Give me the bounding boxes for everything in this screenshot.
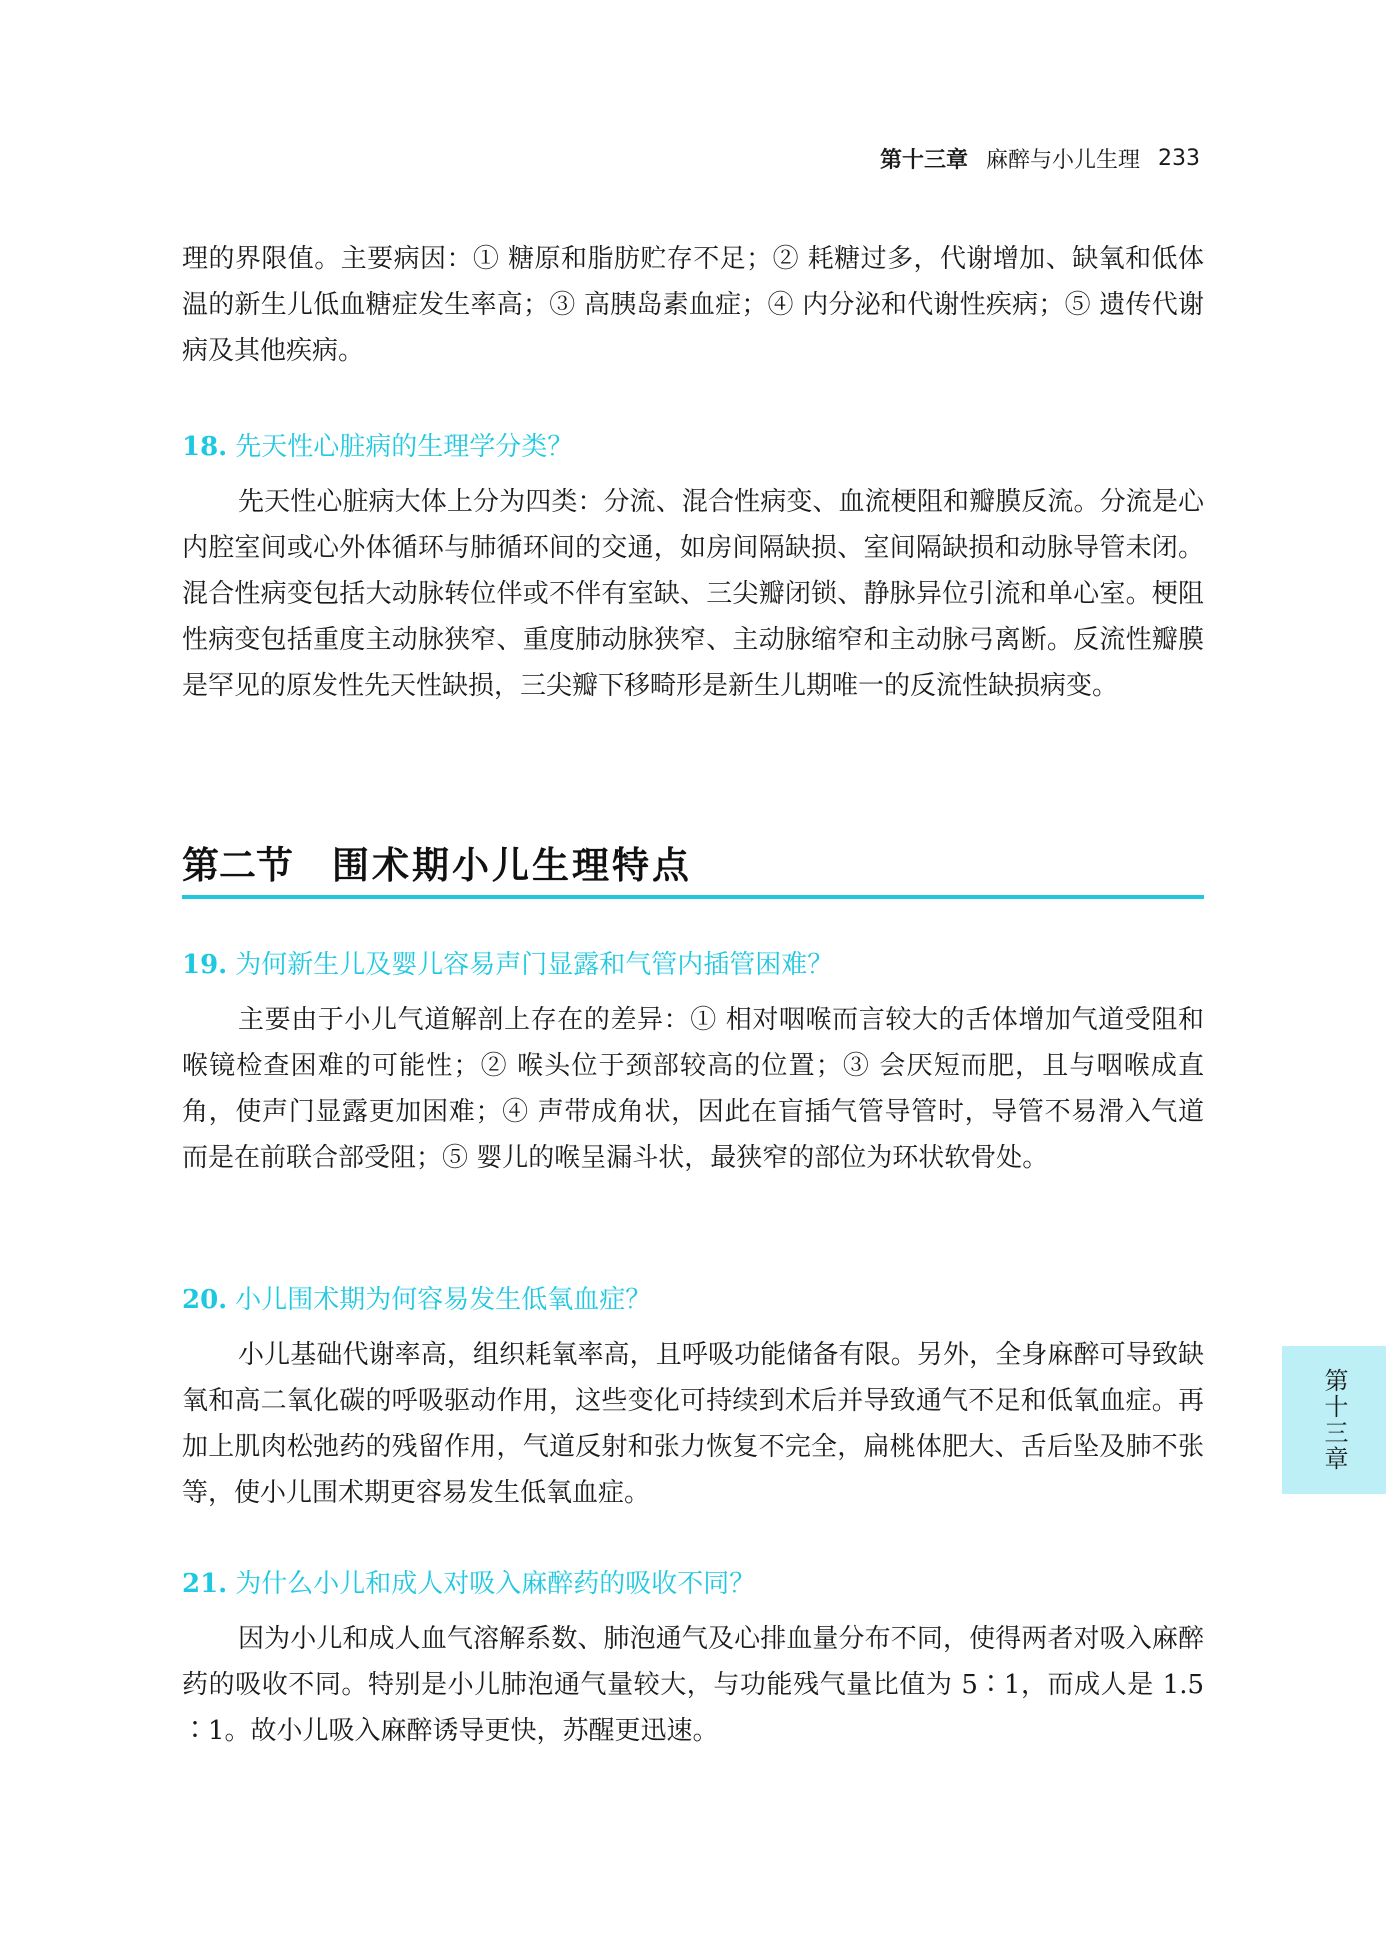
section-name: 围术期小儿生理特点 <box>332 844 692 887</box>
question-heading <box>182 427 1204 467</box>
answer-paragraph: 小儿基础代谢率高，组织耗氧率高，且呼吸功能储备有限。另外，全身麻醉可导致缺氧和高二氧化碳的呼吸驱动作用，这些变化可持续到术后并导致通气不足和低氧血症。再加上肌肉松弛药的残留作用，气道反射和张力恢复不完全，扁桃体肥大、舌后坠及肺不张等，使小儿围术期更容易发生低氧血症。 <box>182 1340 1204 1508</box>
question-21 <box>182 1564 1204 1754</box>
question-number: 20. <box>182 1285 228 1315</box>
question-number: 19. <box>182 950 228 980</box>
running-head-chapter: 第十三章 <box>879 147 968 173</box>
running-head <box>820 140 1200 176</box>
running-head-topic: 麻醉与小儿生理 <box>985 147 1140 173</box>
question-19 <box>182 945 1204 1181</box>
chapter-side-tab <box>1282 1346 1386 1494</box>
question-title: 为何新生儿及婴儿容易声门显露和气管内插管困难？ <box>235 950 834 980</box>
answer-paragraph: 先天性心脏病大体上分为四类：分流、混合性病变、血流梗阻和瓣膜反流。分流是心内腔室间或心外体循环与肺循环间的交通，如房间隔缺损、室间隔缺损和动脉导管未闭。混合性病变包括大动脉转位伴或不伴有室缺、三尖瓣闭锁、静脉异位引流和单心室。梗阻性病变包括重度主动脉狭窄、重度肺动脉狭窄、主动脉缩窄和主动脉弓离断。反流性瓣膜是罕见的原发性先天性缺损，三尖瓣下移畸形是新生儿期唯一的反流性缺损病变。 <box>182 487 1204 701</box>
answer-paragraph: 主要由于小儿气道解剖上存在的差异：① 相对咽喉而言较大的舌体增加气道受阻和喉镜检查困难的可能性；② 喉头位于颈部较高的位置；③ 会厌短而肥，且与咽喉成直角，使声门显露更加困难；④ 声带成角状，因此在盲插气管导管时，导管不易滑入气道而是在前联合部受阻；⑤ 婴儿的喉呈漏斗状，最狭窄的部位为环状软骨处。 <box>182 1005 1204 1173</box>
section-underline <box>182 895 1204 899</box>
question-title: 先天性心脏病的生理学分类？ <box>235 432 574 462</box>
chapter-tab-label: 第十三章 <box>1320 1368 1348 1472</box>
question-18 <box>182 427 1204 709</box>
question-number: 18. <box>182 432 228 462</box>
question-heading <box>182 1564 1204 1604</box>
intro-paragraph: 理的界限值。主要病因：① 糖原和脂肪贮存不足；② 耗糖过多，代谢增加、缺氧和低体温的新生儿低血糖症发生率高；③ 高胰岛素血症；④ 内分泌和代谢性疾病；⑤ 遗传代谢病及其他疾病。 <box>182 244 1204 366</box>
question-heading <box>182 1280 1204 1320</box>
section-number: 第二节 <box>182 844 293 887</box>
answer-paragraph: 因为小儿和成人血气溶解系数、肺泡通气及心排血量分布不同，使得两者对吸入麻醉药的吸收不同。特别是小儿肺泡通气量较大，与功能残气量比值为 5∶1，而成人是 1.5∶1。故小儿吸入麻醉诱导更快，苏醒更迅速。 <box>182 1624 1204 1746</box>
question-title: 小儿围术期为何容易发生低氧血症？ <box>235 1285 652 1315</box>
question-heading <box>182 945 1204 985</box>
page-number: 233 <box>1158 145 1200 171</box>
intro-block <box>182 236 1204 374</box>
section-title <box>182 838 1204 900</box>
question-title: 为什么小儿和成人对吸入麻醉药的吸收不同？ <box>235 1569 756 1599</box>
question-number: 21. <box>182 1569 228 1599</box>
question-20 <box>182 1280 1204 1516</box>
